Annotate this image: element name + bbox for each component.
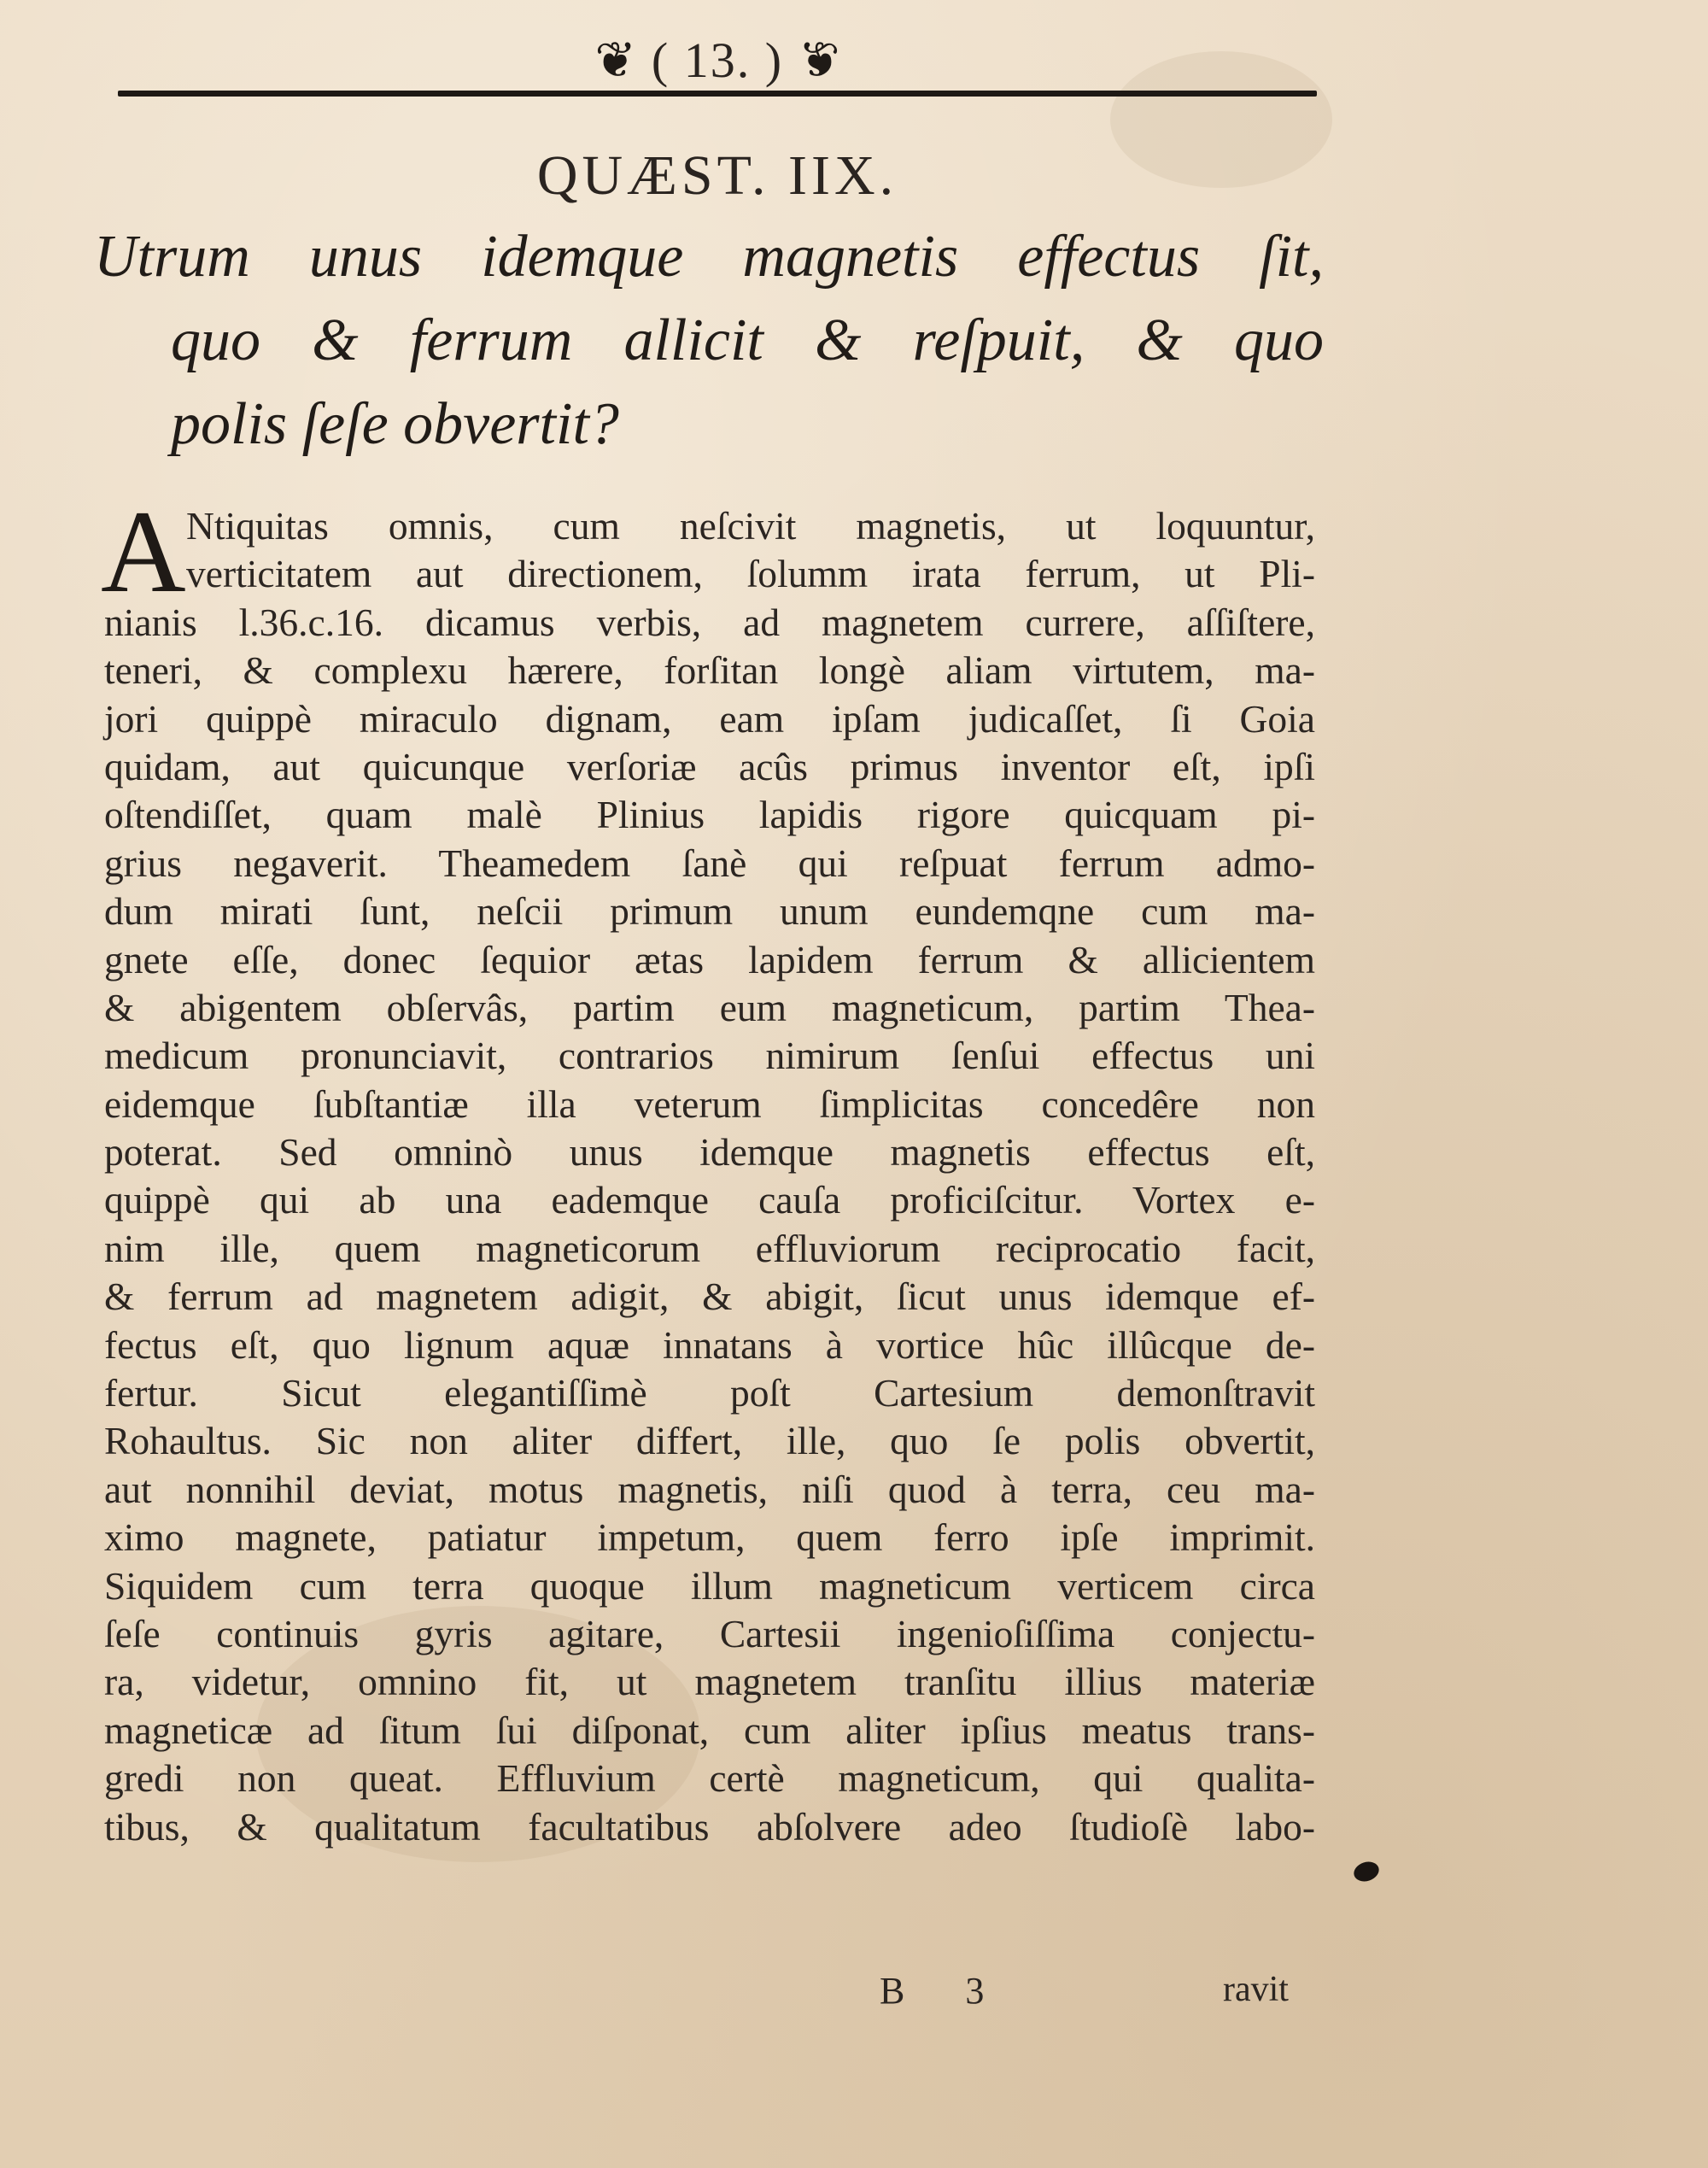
text-line: medicum pronunciavit, contrarios nimirum ſenſui effectus uni — [104, 1034, 1315, 1078]
text-line: & ferrum ad magnetem adigit, & abigit, ſicut unus idemque ef- — [104, 1274, 1315, 1319]
text-line: Siquidem cum terra quoque illum magneticum verticem circa — [104, 1563, 1315, 1608]
text-line: quidam, aut quicunque verſoriæ acûs primus inventor eſt, ipſi — [104, 744, 1315, 788]
heading-line: Utrum unus idemque magnetis effectus ſit, — [94, 224, 1324, 290]
text-line: verticitatem aut directionem, ſolumm irata ferrum, ut Pli- — [186, 552, 1315, 596]
text-line: fectus eſt, quo lignum aquæ innatans à vortice hûc illûcque de- — [104, 1322, 1315, 1367]
text-line: magneticæ ad ſitum ſui diſponat, cum aliter ipſius meatus trans- — [104, 1708, 1315, 1752]
heading-line: quo & ferrum allicit & reſpuit, & quo — [171, 308, 1324, 373]
text-line: oſtendiſſet, quam malè Plinius lapidis rigore quicquam pi- — [104, 793, 1315, 837]
body-text — [104, 502, 1315, 1851]
text-line: Rohaultus. Sic non aliter differt, ille, quo ſe polis obvertit, — [104, 1419, 1315, 1463]
page-number: ( 13. ) — [651, 32, 784, 88]
text-line: quippè qui ab una eademque cauſa proficiſcitur. Vortex e- — [104, 1178, 1315, 1222]
header-rule — [118, 91, 1317, 97]
signature-mark: B 3 — [880, 1970, 1010, 2012]
drop-cap: A — [101, 486, 186, 617]
text-line: jori quippè miraculo dignam, eam ipſam judicaſſet, ſi Goia — [104, 696, 1315, 741]
text-line: ra, videtur, omnino fit, ut magnetem tranſitu illius materiæ — [104, 1660, 1315, 1704]
right-fleuron-icon: ❦ — [798, 31, 840, 89]
text-line: fertur. Sicut elegantiſſimè poſt Cartesium demonſtravit — [104, 1371, 1315, 1415]
text-line: grius negaverit. Theamedem ſanè qui reſpuat ferrum admo- — [104, 841, 1315, 885]
left-fleuron-icon: ❦ — [594, 31, 636, 89]
text-line: teneri, & complexu hærere, forſitan longè aliam virtutem, ma- — [104, 648, 1315, 693]
text-line: ſeſe continuis gyris agitare, Cartesii ingenioſiſſima conjectu- — [104, 1611, 1315, 1655]
ink-blot — [1351, 1859, 1381, 1884]
catchword: ravit — [1223, 1970, 1289, 2009]
text-line: Ntiquitas omnis, cum neſcivit magnetis, ut loquuntur, — [186, 504, 1315, 548]
heading-line: polis ſeſe obvertit? — [171, 391, 619, 457]
text-line: gredi non queat. Effluvium certè magneticum, qui qualita- — [104, 1756, 1315, 1801]
question-title: QUÆST. IIX. — [536, 144, 898, 207]
text-line: & abigentem obſervâs, partim eum magneticum, partim Thea- — [104, 985, 1315, 1029]
question-heading — [94, 215, 1324, 466]
text-line: poterat. Sed omninò unus idemque magnetis effectus eſt, — [104, 1130, 1315, 1175]
text-line: nianis l.36.c.16. dicamus verbis, ad magnetem currere, aſſiſtere, — [104, 600, 1315, 644]
text-line: nim ille, quem magneticorum effluviorum reciprocatio facit, — [104, 1226, 1315, 1270]
text-line: eidemque ſubſtantiæ illa veterum ſimplicitas concedêre non — [104, 1081, 1315, 1126]
text-line: gnete eſſe, donec ſequior ætas lapidem ferrum & allicientem — [104, 937, 1315, 981]
text-line: dum mirati ſunt, neſcii primum unum eundemqne cum ma- — [104, 889, 1315, 934]
text-line: tibus, & qualitatum facultatibus abſolvere adeo ſtudioſè labo- — [104, 1804, 1315, 1849]
text-line: aut nonnihil deviat, motus magnetis, niſi quod à terra, ceu ma- — [104, 1467, 1315, 1511]
text-line: ximo magnete, patiatur impetum, quem ferro ipſe imprimit. — [104, 1515, 1315, 1560]
page-header — [120, 26, 1315, 94]
